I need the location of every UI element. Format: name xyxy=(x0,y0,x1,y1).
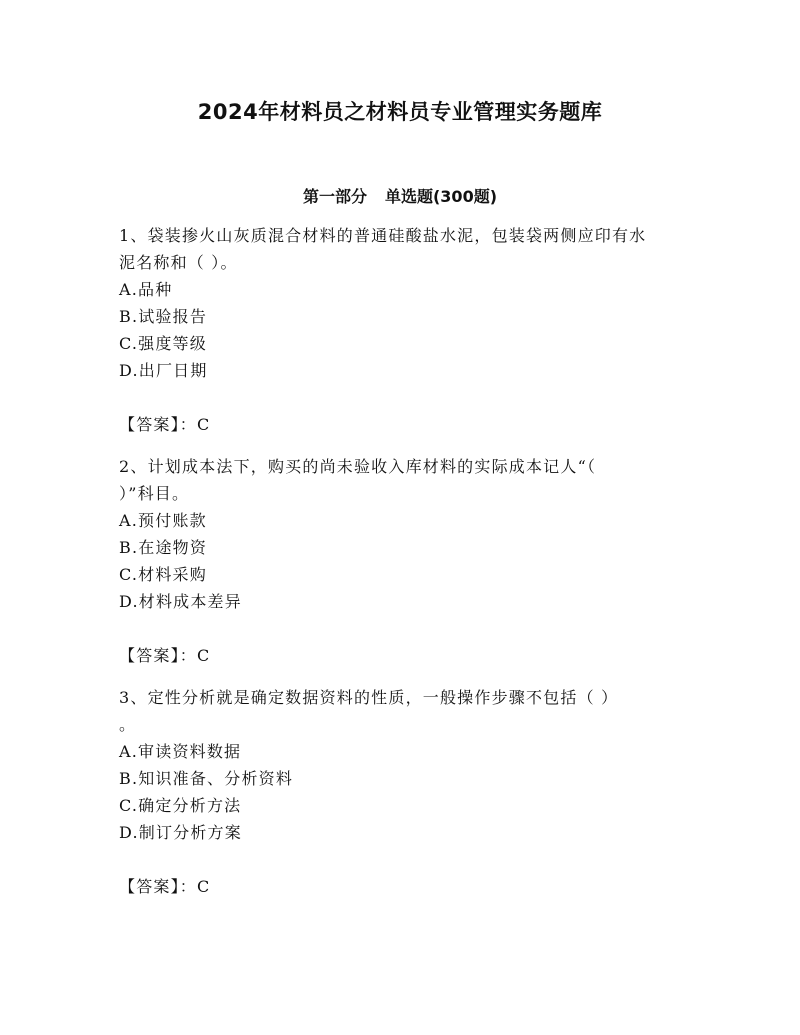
document-title: 2024年材料员之材料员专业管理实务题库 xyxy=(197,100,603,124)
question-2 xyxy=(119,453,689,669)
answer-label: 【答案】： xyxy=(119,646,198,665)
question-3-line-1: 3、定性分析就是确定数据资料的性质，一般操作步骤不包括（ ） xyxy=(119,688,619,707)
question-1 xyxy=(119,222,689,438)
section-name: 单选题(300题) xyxy=(384,187,498,206)
question-2-option-c: C.材料采购 xyxy=(119,565,207,584)
question-2-option-d: D.材料成本差异 xyxy=(119,592,242,611)
question-1-line-2: 泥名称和（ ）。 xyxy=(119,253,238,272)
question-1-option-d: D.出厂日期 xyxy=(119,361,208,380)
answer-value: C xyxy=(197,646,211,665)
question-3-option-a: A.审读资料数据 xyxy=(119,742,242,761)
question-3 xyxy=(119,684,689,900)
answer-label: 【答案】： xyxy=(119,877,198,896)
question-1-option-b: B.试验报告 xyxy=(119,307,208,326)
answer-label: 【答案】： xyxy=(119,415,198,434)
question-1-option-a: A.品种 xyxy=(119,280,173,299)
question-3-line-2: 。 xyxy=(119,715,137,734)
answer-value: C xyxy=(197,877,211,896)
question-3-answer xyxy=(119,873,689,900)
section-part: 第一部分 xyxy=(302,187,367,206)
question-2-option-b: B.在途物资 xyxy=(119,538,208,557)
question-3-option-c: C.确定分析方法 xyxy=(119,796,242,815)
question-3-option-d: D.制订分析方案 xyxy=(119,823,242,842)
answer-value: C xyxy=(197,415,211,434)
question-3-option-b: B.知识准备、分析资料 xyxy=(119,769,294,788)
question-1-answer xyxy=(119,411,689,438)
question-2-line-2: ）”科目。 xyxy=(119,484,190,503)
question-1-option-c: C.强度等级 xyxy=(119,334,207,353)
question-2-line-1: 2、计划成本法下，购买的尚未验收入库材料的实际成本记人“（ xyxy=(119,457,597,476)
question-2-answer xyxy=(119,642,689,669)
question-1-line-1: 1、袋装掺火山灰质混合材料的普通硅酸盐水泥，包装袋两侧应印有水 xyxy=(119,226,647,245)
section-heading xyxy=(0,184,800,207)
question-2-option-a: A.预付账款 xyxy=(119,511,207,530)
